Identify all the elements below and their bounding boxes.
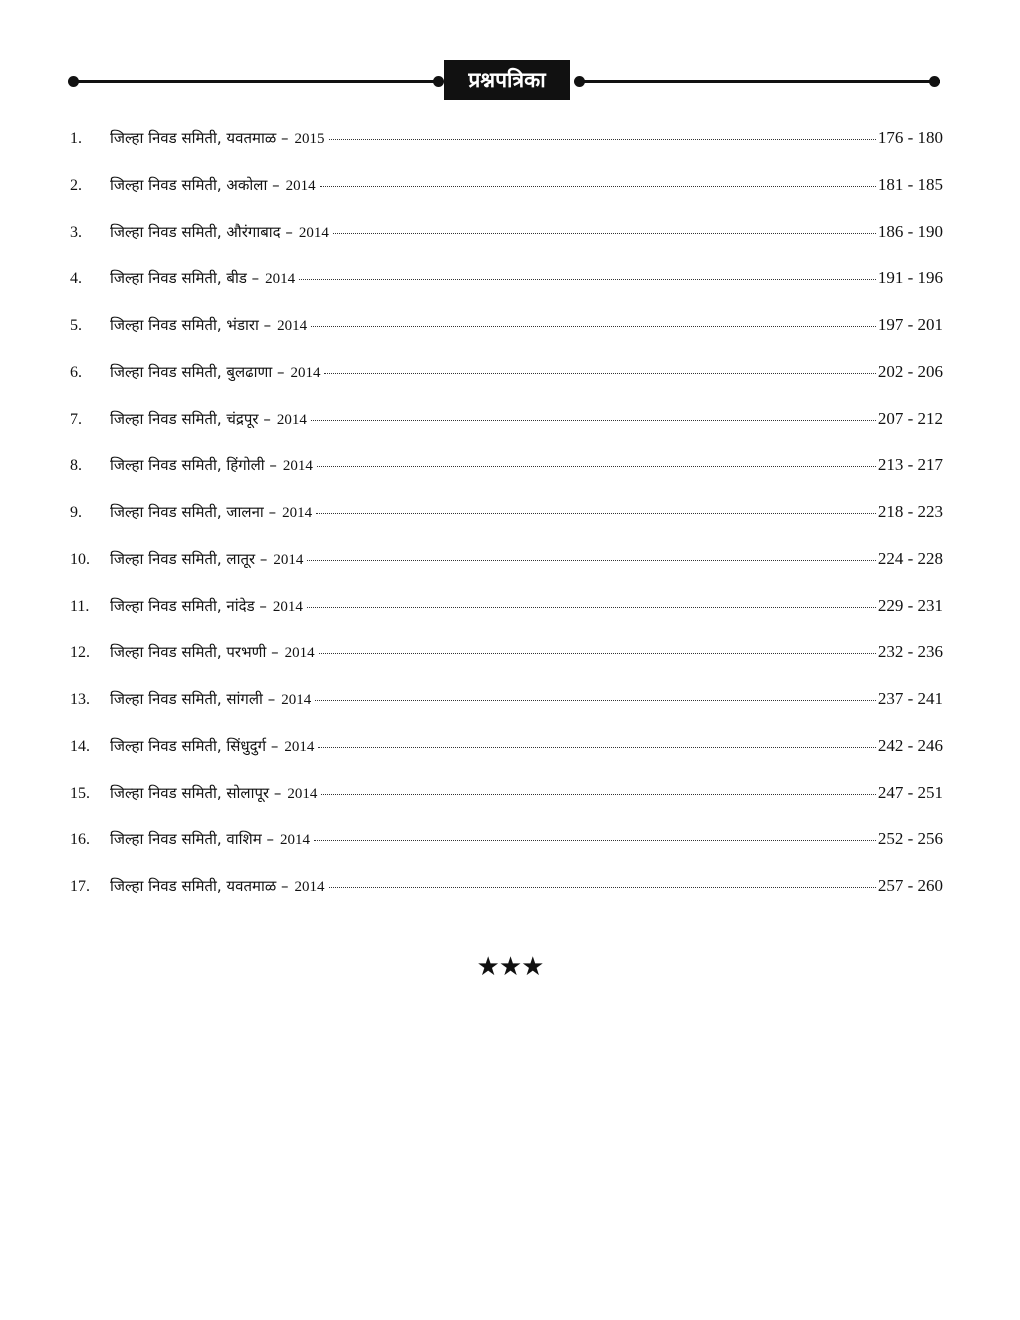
toc-entry[interactable] bbox=[70, 689, 943, 736]
entry-label: जिल्हा निवड समिती, नांदेड – bbox=[110, 596, 267, 615]
header-dot-icon bbox=[68, 76, 79, 87]
entry-pages: 252 - 256 bbox=[877, 829, 943, 849]
entry-year: 2014 bbox=[284, 738, 315, 755]
entry-pages: 237 - 241 bbox=[877, 689, 943, 708]
header-rule-left bbox=[74, 80, 438, 83]
entry-year: 2014 bbox=[287, 785, 318, 802]
entry-year: 2014 bbox=[298, 224, 329, 241]
toc-entry[interactable] bbox=[70, 222, 943, 269]
entry-number: 13. bbox=[70, 691, 90, 708]
entry-number: 17. bbox=[70, 878, 90, 895]
entry-pages: 242 - 246 bbox=[877, 735, 943, 755]
entry-year: 2014 bbox=[273, 551, 304, 568]
entry-number: 10. bbox=[70, 550, 90, 568]
toc-entry[interactable] bbox=[70, 783, 943, 830]
entry-label: जिल्हा निवड समिती, बुलढाणा – bbox=[110, 362, 285, 381]
entry-pages: 191 - 196 bbox=[877, 268, 943, 288]
entry-label: जिल्हा निवड समिती, भंडारा – bbox=[110, 316, 272, 334]
section-header bbox=[68, 60, 942, 100]
entry-pages: 213 - 217 bbox=[877, 455, 943, 475]
entry-number: 9. bbox=[70, 504, 82, 521]
table-of-contents bbox=[70, 128, 943, 923]
entry-label: जिल्हा निवड समिती, अकोला – bbox=[110, 175, 280, 194]
entry-pages: 202 - 206 bbox=[877, 361, 943, 381]
entry-year: 2014 bbox=[265, 271, 296, 288]
toc-entry[interactable] bbox=[70, 736, 943, 783]
entry-label: जिल्हा निवड समिती, परभणी – bbox=[110, 643, 279, 662]
toc-entry[interactable] bbox=[70, 268, 943, 315]
entry-year: 2014 bbox=[282, 505, 313, 521]
star-divider-icon: ★★★ bbox=[476, 952, 544, 982]
entry-year: 2014 bbox=[282, 458, 313, 475]
header-dot-icon bbox=[433, 76, 444, 87]
entry-number: 3. bbox=[70, 223, 82, 241]
dot-leader bbox=[307, 607, 876, 608]
entry-pages: 229 - 231 bbox=[877, 595, 943, 615]
entry-pages: 197 - 201 bbox=[877, 315, 943, 334]
entry-number: 4. bbox=[70, 270, 82, 288]
entry-pages: 232 - 236 bbox=[877, 642, 943, 662]
dot-leader bbox=[316, 513, 876, 514]
dot-leader bbox=[324, 373, 875, 374]
entry-number: 12. bbox=[70, 644, 90, 662]
entry-year: 2014 bbox=[281, 692, 312, 708]
entry-year: 2014 bbox=[290, 364, 321, 381]
dot-leader bbox=[315, 700, 876, 701]
entry-label: जिल्हा निवड समिती, औरंगाबाद – bbox=[110, 222, 293, 241]
entry-pages: 247 - 251 bbox=[877, 782, 943, 802]
entry-label: जिल्हा निवड समिती, सोलापूर – bbox=[110, 783, 282, 802]
entry-year: 2014 bbox=[272, 598, 303, 615]
entry-number: 2. bbox=[70, 176, 82, 194]
entry-pages: 207 - 212 bbox=[877, 408, 943, 428]
toc-entry[interactable] bbox=[70, 128, 943, 175]
entry-label: जिल्हा निवड समिती, लातूर – bbox=[110, 549, 268, 568]
header-dot-icon bbox=[574, 76, 585, 87]
entry-label: जिल्हा निवड समिती, यवतमाळ – bbox=[110, 877, 289, 895]
dot-leader bbox=[307, 560, 875, 561]
entry-pages: 186 - 190 bbox=[877, 221, 943, 241]
header-dot-icon bbox=[929, 76, 940, 87]
entry-pages: 176 - 180 bbox=[877, 128, 943, 147]
entry-year: 2014 bbox=[277, 318, 308, 334]
entry-label: जिल्हा निवड समिती, यवतमाळ – bbox=[110, 129, 289, 147]
entry-number: 5. bbox=[70, 317, 82, 334]
entry-number: 8. bbox=[70, 457, 82, 475]
entry-year: 2014 bbox=[279, 832, 310, 849]
dot-leader bbox=[319, 653, 876, 654]
dot-leader bbox=[311, 420, 876, 421]
toc-entry[interactable] bbox=[70, 409, 943, 456]
toc-entry[interactable] bbox=[70, 642, 943, 689]
toc-entry[interactable] bbox=[70, 876, 943, 923]
toc-entry[interactable] bbox=[70, 596, 943, 643]
entry-number: 16. bbox=[70, 831, 90, 849]
page-title: प्रश्नपत्रिका bbox=[444, 60, 570, 100]
entry-label: जिल्हा निवड समिती, सांगली – bbox=[110, 690, 276, 708]
entry-pages: 257 - 260 bbox=[877, 876, 943, 895]
entry-number: 6. bbox=[70, 363, 82, 381]
dot-leader bbox=[318, 747, 875, 748]
entry-number: 7. bbox=[70, 410, 82, 428]
header-rule-right bbox=[578, 80, 940, 83]
toc-entry[interactable] bbox=[70, 829, 943, 876]
dot-leader bbox=[317, 466, 876, 467]
toc-entry[interactable] bbox=[70, 315, 943, 362]
dot-leader bbox=[333, 233, 876, 234]
entry-number: 1. bbox=[70, 130, 82, 147]
toc-entry[interactable] bbox=[70, 455, 943, 502]
entry-year: 2014 bbox=[294, 879, 325, 895]
entry-pages: 224 - 228 bbox=[877, 548, 943, 568]
dot-leader bbox=[314, 840, 876, 841]
entry-pages: 218 - 223 bbox=[877, 502, 943, 521]
entry-label: जिल्हा निवड समिती, बीड – bbox=[110, 269, 260, 288]
entry-label: जिल्हा निवड समिती, जालना – bbox=[110, 503, 277, 521]
entry-year: 2014 bbox=[284, 645, 315, 662]
toc-entry[interactable] bbox=[70, 502, 943, 549]
entry-number: 14. bbox=[70, 737, 90, 755]
entry-number: 15. bbox=[70, 784, 90, 802]
dot-leader bbox=[329, 887, 876, 888]
dot-leader bbox=[311, 326, 876, 327]
entry-pages: 181 - 185 bbox=[877, 174, 943, 194]
dot-leader bbox=[320, 186, 876, 187]
dot-leader bbox=[299, 279, 876, 280]
toc-entry[interactable] bbox=[70, 549, 943, 596]
entry-year: 2015 bbox=[294, 131, 325, 147]
entry-number: 11. bbox=[70, 597, 90, 615]
entry-year: 2014 bbox=[285, 177, 316, 194]
toc-entry[interactable] bbox=[70, 362, 943, 409]
entry-label: जिल्हा निवड समिती, सिंधुदुर्ग – bbox=[110, 736, 279, 755]
entry-label: जिल्हा निवड समिती, वाशिम – bbox=[110, 830, 274, 849]
dot-leader bbox=[329, 139, 876, 140]
toc-entry[interactable] bbox=[70, 175, 943, 222]
entry-year: 2014 bbox=[276, 411, 307, 428]
entry-label: जिल्हा निवड समिती, हिंगोली – bbox=[110, 456, 277, 475]
entry-label: जिल्हा निवड समिती, चंद्रपूर – bbox=[110, 409, 271, 428]
dot-leader bbox=[321, 794, 875, 795]
